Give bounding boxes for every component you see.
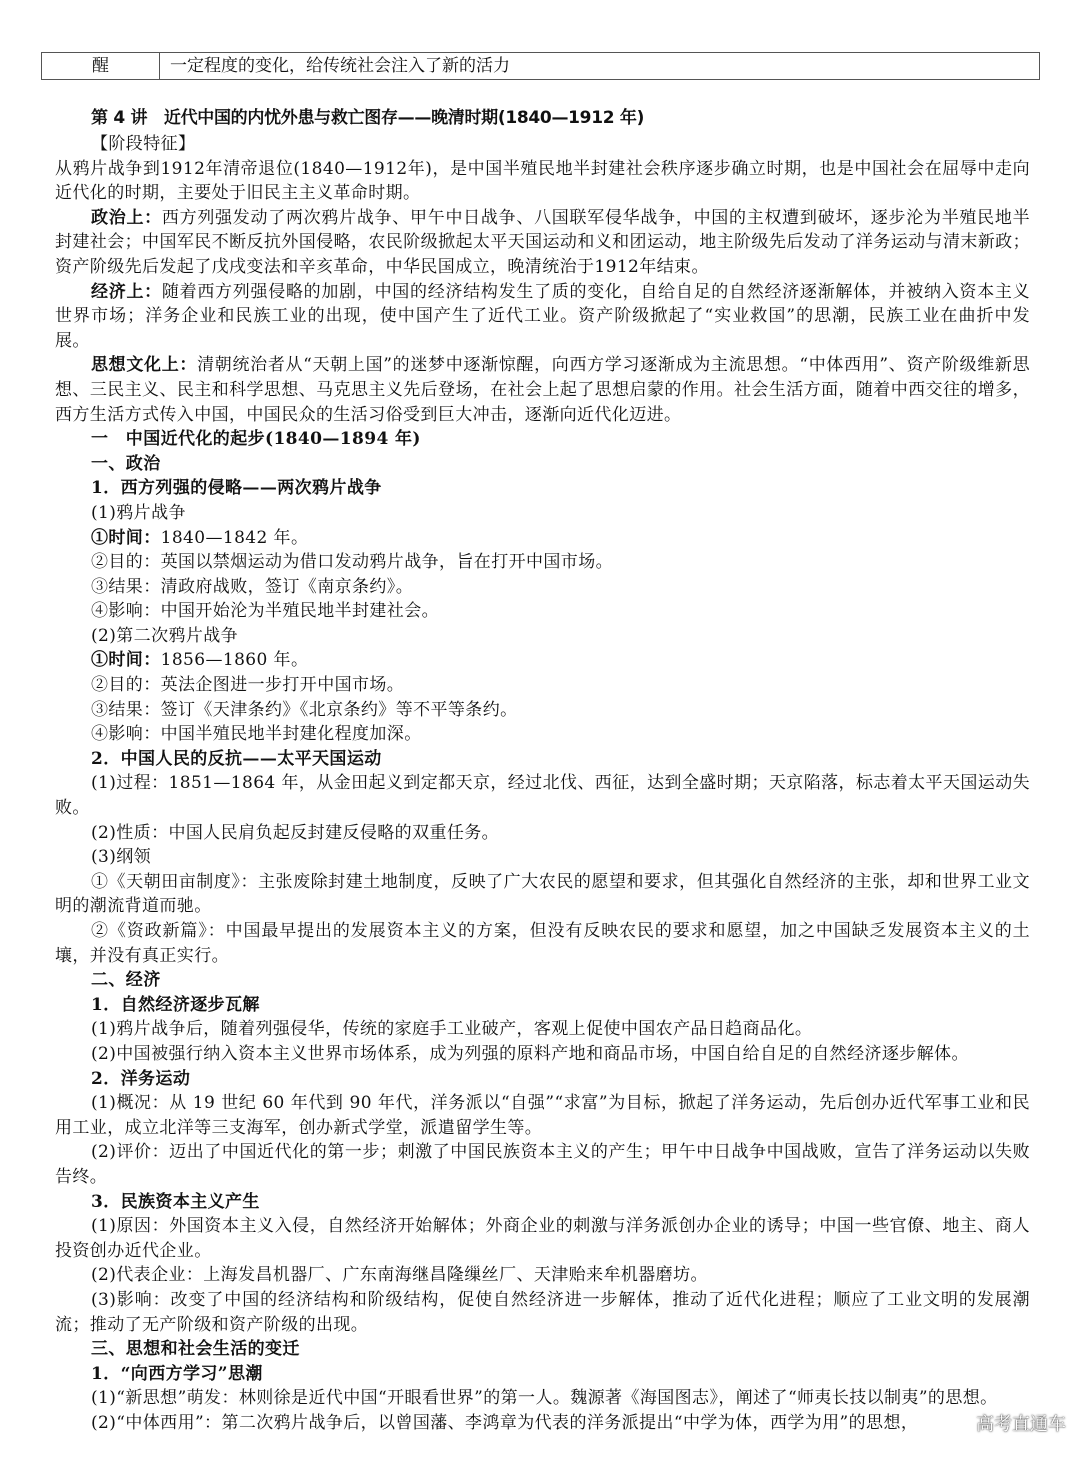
- paragraph-text: 从鸦片战争到1912年清帝退位(1840—1912年)，是中国半殖民地半封建社会秩序逐步确立时期，也是中国社会在屈辱中走向近代化的时期，主要处于旧民主主义革命时期。: [55, 158, 1030, 204]
- paragraph: [55, 1411, 1030, 1436]
- paragraph-text: (1)原因：外国资本主义入侵，自然经济开始解体；外商企业的刺激与洋务派创办企业的诱导；中国一些官僚、地主、商人投资创办近代企业。: [55, 1216, 1030, 1261]
- paragraph-text: (2)中国被强行纳入资本主义世界市场体系，成为列强的原料产地和商品市场，中国自给自足的自然经济逐步解体。: [91, 1043, 969, 1064]
- paragraph: [55, 501, 1030, 526]
- paragraph-text: (1)过程：1851—1864 年，从金田起义到定都天京，经过北伐、西征，达到全盛时期；天京陷落，标志着太平天国运动失败。: [55, 773, 1030, 819]
- paragraph: [55, 1263, 1030, 1288]
- paragraph: [55, 1288, 1030, 1337]
- paragraph: [55, 1017, 1030, 1042]
- section-heading: [55, 747, 1030, 772]
- paragraph-label: 政治上：: [91, 207, 162, 228]
- paragraph: [55, 821, 1030, 846]
- lecture-title: 第 4 讲 近代中国的内忧外患与救亡图存——晚清时期(1840—1912 年): [91, 108, 645, 128]
- document-body: [55, 105, 1030, 1435]
- paragraph: [55, 722, 1030, 747]
- paragraph-text: 1．自然经济逐步瓦解: [91, 994, 260, 1015]
- paragraph: [55, 1386, 1030, 1411]
- paragraph-text: 2．中国人民的反抗——太平天国运动: [91, 748, 382, 769]
- section-heading: [55, 1362, 1030, 1387]
- paragraph-text: 西方列强发动了两次鸦片战争、甲午中日战争、八国联军侵华战争，中国的主权遭到破坏，逐步沦为半殖民地半封建社会；中国军民不断反抗外国侵略，农民阶级掀起太平天国运动和义和团运动，地主阶级先后发动了洋务运动与清末新政；资产阶级先后发起了戊戌变法和辛亥革命，中华民国成立，晚清统治于1912年结束。: [55, 207, 1030, 277]
- paragraph: [55, 526, 1030, 551]
- paragraph-text: (2)代表企业：上海发昌机器厂、广东南海继昌隆缫丝厂、天津贻来牟机器磨坊。: [91, 1265, 708, 1286]
- paragraph-label: 经济上：: [91, 281, 162, 302]
- paragraph-text: (1)概况：从 19 世纪 60 年代到 90 年代，洋务派以“自强”“求富”为目标，掀起了洋务运动，先后创办近代军事工业和民用工业，成立北洋等三支海军，创办新式学堂，派遣留学生等。: [55, 1093, 1030, 1138]
- paragraph-text: (3)影响：改变了中国的经济结构和阶级结构，促使自然经济进一步解体，推动了近代化进程；顺应了工业文明的发展潮流；推动了无产阶级和资产阶级的出现。: [55, 1289, 1030, 1335]
- section-heading: [55, 1190, 1030, 1215]
- paragraph: [55, 624, 1030, 649]
- section-heading: [55, 427, 1030, 452]
- paragraph-text: 1．西方列强的侵略——两次鸦片战争: [91, 478, 382, 499]
- paragraph: [55, 280, 1030, 354]
- paragraph: [55, 870, 1030, 919]
- section-heading: [55, 968, 1030, 993]
- watermark: 高考直通车: [976, 1414, 1066, 1435]
- paragraph-text: (2)评价：迈出了中国近代化的第一步；刺激了中国民族资本主义的产生；甲午中日战争中国战败，宣告了洋务运动以失败告终。: [55, 1142, 1030, 1187]
- paragraph-text: 二、经济: [91, 970, 161, 991]
- paragraph-text: 三、思想和社会生活的变迁: [91, 1339, 300, 1360]
- section-heading: [55, 452, 1030, 477]
- paragraph-text: (1)鸦片战争: [91, 502, 186, 523]
- paragraph-text: (3)纲领: [91, 847, 152, 868]
- paragraph-text: ②目的：英法企图进一步打开中国市场。: [91, 675, 405, 696]
- paragraph-text: 一 中国近代化的起步(1840—1894 年): [91, 429, 421, 450]
- paragraph: [55, 648, 1030, 673]
- paragraph-text: ③结果：签订《天津条约》《北京条约》等不平等条约。: [91, 699, 518, 720]
- paragraph: [55, 132, 1030, 157]
- paragraph: [55, 157, 1030, 206]
- paragraph: [55, 771, 1030, 820]
- paragraph-text: ④影响：中国半殖民地半封建化程度加深。: [91, 724, 422, 745]
- paragraph-text: ②《资政新篇》：中国最早提出的发展资本主义的方案，但没有反映农民的要求和愿望，加之中国缺乏发展资本主义的土壤，并没有真正实行。: [55, 921, 1030, 966]
- paragraph: [55, 1140, 1030, 1189]
- paragraph: [55, 575, 1030, 600]
- paragraph-text: 随着西方列强侵略的加剧，中国的经济结构发生了质的变化，自给自足的自然经济逐渐解体，并被纳入资本主义世界市场；洋务企业和民族工业的出现，使中国产生了近代工业。资产阶级掀起了“实业救国”的思潮，民族工业在曲折中发展。: [55, 281, 1030, 351]
- paragraph: [55, 919, 1030, 968]
- paragraph-text: 一、政治: [91, 453, 161, 474]
- paragraph-text: 2．洋务运动: [91, 1068, 191, 1089]
- paragraph-text: 1．“向西方学习”思潮: [91, 1363, 263, 1384]
- paragraph-text: 3．民族资本主义产生: [91, 1191, 260, 1212]
- section-heading: [55, 476, 1030, 501]
- paragraph: [55, 673, 1030, 698]
- table-cell-left: 醒: [42, 53, 160, 79]
- paragraph: [55, 206, 1030, 280]
- paragraph: [55, 353, 1030, 427]
- paragraph-text: 【阶段特征】: [91, 134, 196, 154]
- paragraph: [55, 1042, 1030, 1067]
- paragraph: [55, 599, 1030, 624]
- paragraph-text: (1)“新思想”萌发：林则徐是近代中国“开眼看世界”的第一人。魏源著《海国图志》，阐述了“师夷长技以制夷”的思想。: [91, 1388, 998, 1409]
- paragraph-text: 1856—1860 年。: [160, 650, 309, 671]
- paragraph-text: ③结果：清政府战败，签订《南京条约》。: [91, 576, 414, 597]
- paragraph: [55, 698, 1030, 723]
- section-heading: [55, 993, 1030, 1018]
- paragraph-text: (2)性质：中国人民肩负起反封建反侵略的双重任务。: [91, 822, 500, 843]
- section-heading: [55, 1337, 1030, 1362]
- paragraph-text: 清朝统治者从“天朝上国”的迷梦中逐渐惊醒，向西方学习逐渐成为主流思想。“中体西用”、资产阶级维新思想、三民主义、民主和科学思想、马克思主义先后登场，在社会上起了思想启蒙的作用。社会生活方面，随着中西交往的增多，西方生活方式传入中国，中国民众的生活习俗受到巨大冲击，逐渐向近代化迈进。: [55, 355, 1030, 425]
- paragraph-list: [55, 132, 1030, 1435]
- paragraph-text: ④影响：中国开始沦为半殖民地半封建社会。: [91, 601, 439, 622]
- paragraph: [55, 1214, 1030, 1263]
- paragraph-text: ①《天朝田亩制度》：主张废除封建土地制度，反映了广大农民的愿望和要求，但其强化自然经济的主张，却和世界工业文明的潮流背道而驰。: [55, 871, 1030, 917]
- section-heading: [55, 1067, 1030, 1092]
- paragraph: [55, 550, 1030, 575]
- paragraph-text: 1840—1842 年。: [160, 527, 309, 548]
- table-cell-right: 一定程度的变化，给传统社会注入了新的活力: [170, 56, 510, 76]
- paragraph-label: 思想文化上：: [91, 355, 198, 376]
- paragraph-text: (2)“中体西用”：第二次鸦片战争后，以曾国藩、李鸿章为代表的洋务派提出“中学为体，西学为用”的思想，: [91, 1412, 919, 1433]
- paragraph-label: ①时间：: [91, 527, 161, 548]
- paragraph: [55, 1091, 1030, 1140]
- paragraph-text: ②目的：英国以禁烟运动为借口发动鸦片战争，旨在打开中国市场。: [91, 552, 613, 573]
- paragraph-text: (1)鸦片战争后，随着列强侵华，传统的家庭手工业破产，客观上促使中国农产品日趋商品化。: [91, 1019, 813, 1040]
- paragraph-label: ①时间：: [91, 650, 161, 671]
- paragraph-text: (2)第二次鸦片战争: [91, 625, 239, 646]
- table-row: [41, 52, 1040, 80]
- paragraph: [55, 845, 1030, 870]
